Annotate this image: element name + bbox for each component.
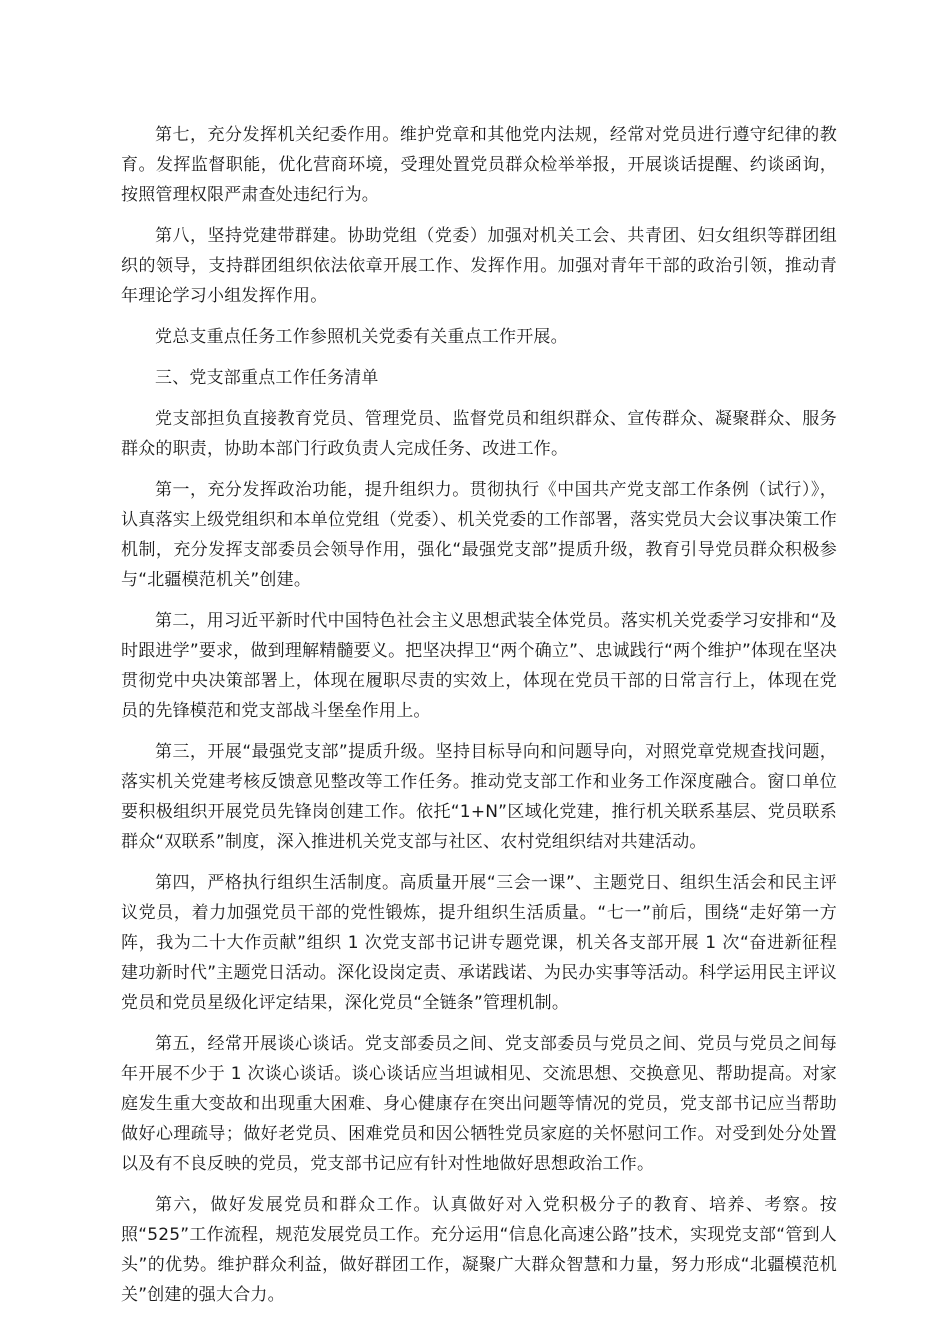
paragraph-eighth-mass-organizations: 第八，坚持党建带群建。协助党组（党委）加强对机关工会、共青团、妇女组织等群团组织的领导，支持群团组织依法依章开展工作、发挥作用。加强对青年干部的政治引领，推动青年理论学习小组发挥作用。 (121, 226, 837, 306)
document-body (121, 120, 837, 1321)
paragraph-branch-responsibilities: 党支部担负直接教育党员、管理党员、监督党员和组织群众、宣传群众、凝聚群众、服务群众的职责，协助本部门行政负责人完成任务、改进工作。 (121, 409, 837, 459)
paragraph-fourth-organizational-life: 第四，严格执行组织生活制度。高质量开展“三会一课”、主题党日、组织生活会和民主评议党员，着力加强党员干部的党性锻炼，提升组织生活质量。“七一”前后，围绕“走好第一方阵，我为二十大作贡献”组织 1 次党支部书记讲专题党课，机关各支部开展 1 次“奋进新征程 建功新时代”主题党日活动。深化设岗定责、承诺践诺、为民办实事等活动。科学运用民主评议党员和党员星级化评定结果，深化党员“全链条”管理机制。 (121, 873, 837, 1013)
section-heading-branch-tasks: 三、党支部重点工作任务清单 (155, 368, 379, 388)
paragraph-first-political-function: 第一，充分发挥政治功能，提升组织力。贯彻执行《中国共产党支部工作条例（试行）》，认真落实上级党组织和本单位党组（党委）、机关党委的工作部署，落实党员大会议事决策工作机制，充分发挥支部委员会领导作用，强化“最强党支部”提质升级，教育引导党员群众积极参与“北疆模范机关”创建。 (121, 480, 837, 590)
paragraph-third-strongest-branch: 第三，开展“最强党支部”提质升级。坚持目标导向和问题导向，对照党章党规查找问题，落实机关党建考核反馈意见整改等工作任务。推动党支部工作和业务工作深度融合。窗口单位要积极组织开展党员先锋岗创建工作。依托“1+N”区域化党建，推行机关联系基层、党员联系群众“双联系”制度，深入推进机关党支部与社区、农村党组织结对共建活动。 (121, 742, 837, 852)
paragraph-general-branch-note: 党总支重点任务工作参照机关党委有关重点工作开展。 (155, 327, 568, 347)
paragraph-seventh-discipline: 第七，充分发挥机关纪委作用。维护党章和其他党内法规，经常对党员进行遵守纪律的教育。发挥监督职能，优化营商环境，受理处置党员群众检举举报，开展谈话提醒、约谈函询，按照管理权限严肃查处违纪行为。 (121, 125, 837, 205)
paragraph-sixth-member-development: 第六，做好发展党员和群众工作。认真做好对入党积极分子的教育、培养、考察。按照“525”工作流程，规范发展党员工作。充分运用“信息化高速公路”技术，实现党支部“管到人头”的优势。维护群众利益，做好群团工作，凝聚广大群众智慧和力量，努力形成“北疆模范机关”创建的强大合力。 (121, 1195, 837, 1305)
paragraph-fifth-heart-to-heart-talks: 第五，经常开展谈心谈话。党支部委员之间、党支部委员与党员之间、党员与党员之间每年开展不少于 1 次谈心谈话。谈心谈话应当坦诚相见、交流思想、交换意见、帮助提高。对家庭发生重大变故和出现重大困难、身心健康存在突出问题等情况的党员，党支部书记应当帮助做好心理疏导；做好老党员、困难党员和因公牺牲党员家庭的关怀慰问工作。对受到处分处置以及有不良反映的党员，党支部书记应有针对性地做好思想政治工作。 (121, 1034, 837, 1174)
paragraph-second-theory-study: 第二，用习近平新时代中国特色社会主义思想武装全体党员。落实机关党委学习安排和“及时跟进学”要求，做到理解精髓要义。把坚决捍卫“两个确立”、忠诚践行“两个维护”体现在坚决贯彻党中央决策部署上，体现在履职尽责的实效上，体现在党员干部的日常言行上，体现在党员的先锋模范和党支部战斗堡垒作用上。 (121, 611, 837, 721)
